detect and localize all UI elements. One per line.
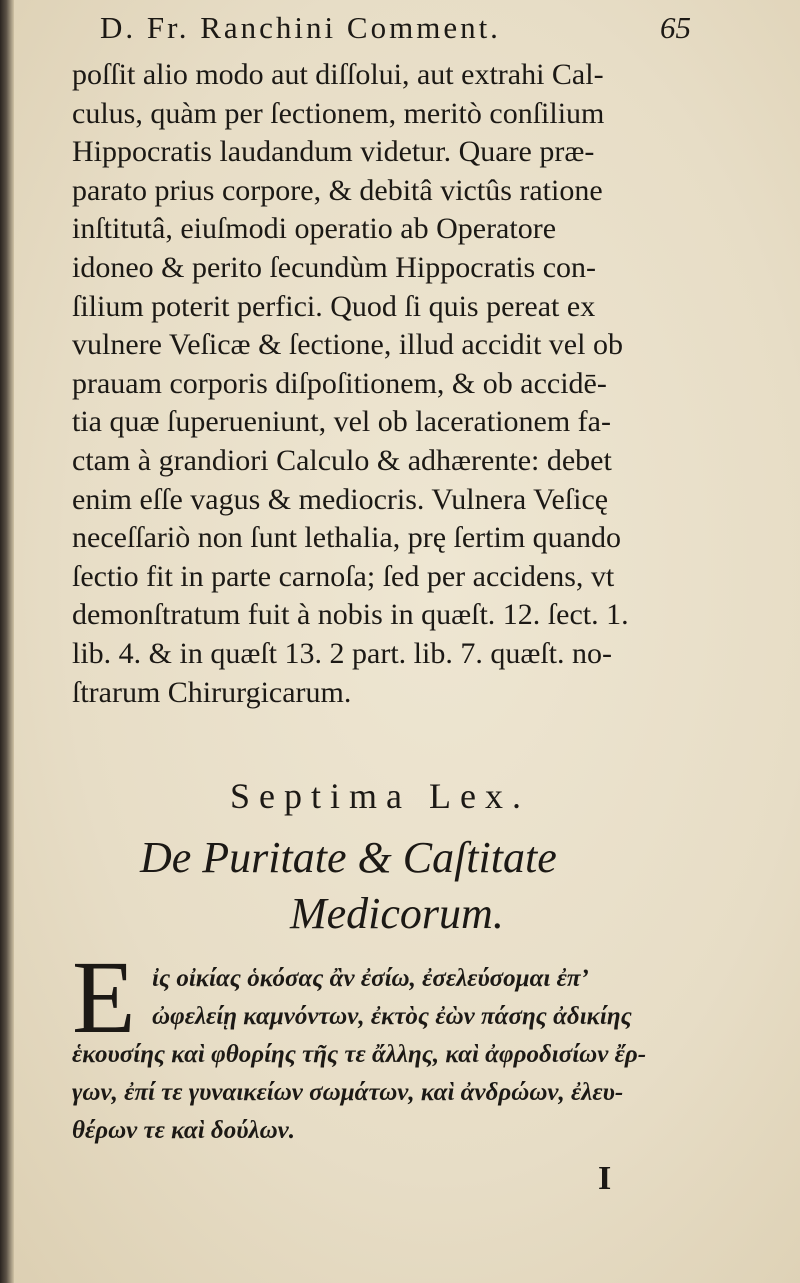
greek-passage	[72, 960, 762, 1150]
greek-line: ὠφελείῃ καμνόντων, ἐκτὸς ἐὼν πάσης ἀδικίης	[152, 1003, 632, 1030]
text-line: ſtrarum Chirurgicarum.	[72, 675, 352, 709]
text-line: prauam corporis diſpoſitionem, & ob accidē-	[72, 366, 607, 400]
book-spine-edge	[0, 0, 14, 1283]
drop-cap: E	[72, 940, 136, 1055]
text-line: lib. 4. & in quæſt 13. 2 part. lib. 7. quæſt. no-	[72, 636, 612, 670]
running-head-title: D. Fr. Ranchini Comment.	[100, 10, 501, 45]
text-line: poſſit alio modo aut diſſolui, aut extrahi Cal-	[72, 58, 604, 91]
text-line: enim eſſe vagus & mediocris. Vulnera Veſicę	[72, 482, 609, 516]
section-subtitle-continued: Medicorum.	[290, 889, 504, 938]
body-paragraph	[72, 56, 747, 712]
page-number: 65	[660, 10, 691, 45]
section-subtitle: De Puritate & Caſtitate	[140, 833, 557, 882]
greek-line: θέρων τε καὶ δούλων.	[72, 1117, 295, 1144]
text-line: culus, quàm per ſectionem, meritò conſilium	[72, 96, 605, 130]
greek-line: γων, ἐπί τε γυναικείων σωμάτων, καὶ ἀνδρώων, ἐλευ-	[72, 1079, 624, 1106]
greek-line: ἰς οἰκίας ὁκόσας ἂν ἐσίω, ἐσελεύσομαι ἐπ’	[152, 965, 589, 992]
text-line: parato prius corpore, & debitâ victûs ratione	[72, 173, 603, 207]
section-heading: Septima Lex.	[230, 776, 530, 816]
text-line: vulnere Veſicæ & ſectione, illud accidit vel ob	[72, 328, 623, 362]
text-line: ſilium poterit perfici. Quod ſi quis pereat ex	[72, 289, 596, 323]
text-line: Hippocratis laudandum videtur. Quare præ-	[72, 135, 595, 169]
running-head	[100, 10, 740, 54]
catchword: I	[598, 1160, 612, 1197]
text-line: ctam à grandiori Calculo & adhærente: debet	[72, 443, 612, 477]
text-line: tia quæ ſuperueniunt, vel ob lacerationem fa-	[72, 405, 611, 439]
text-line: demonſtratum fuit à nobis in quæſt. 12. ſect. 1.	[72, 598, 629, 632]
text-line: neceſſariò non ſunt lethalia, prę ſertim quando	[72, 521, 621, 555]
text-line: idoneo & perito ſecundùm Hippocratis con-	[72, 250, 597, 284]
text-line: ſectio fit in parte carnoſa; ſed per accidens, vt	[72, 559, 615, 593]
text-line: inſtitutâ, eiuſmodi operatio ab Operatore	[72, 212, 557, 246]
greek-line: ἑκουσίης καὶ φθορίης τῆς τε ἄλλης, καὶ ἀφροδισίων ἔρ-	[72, 1041, 647, 1068]
